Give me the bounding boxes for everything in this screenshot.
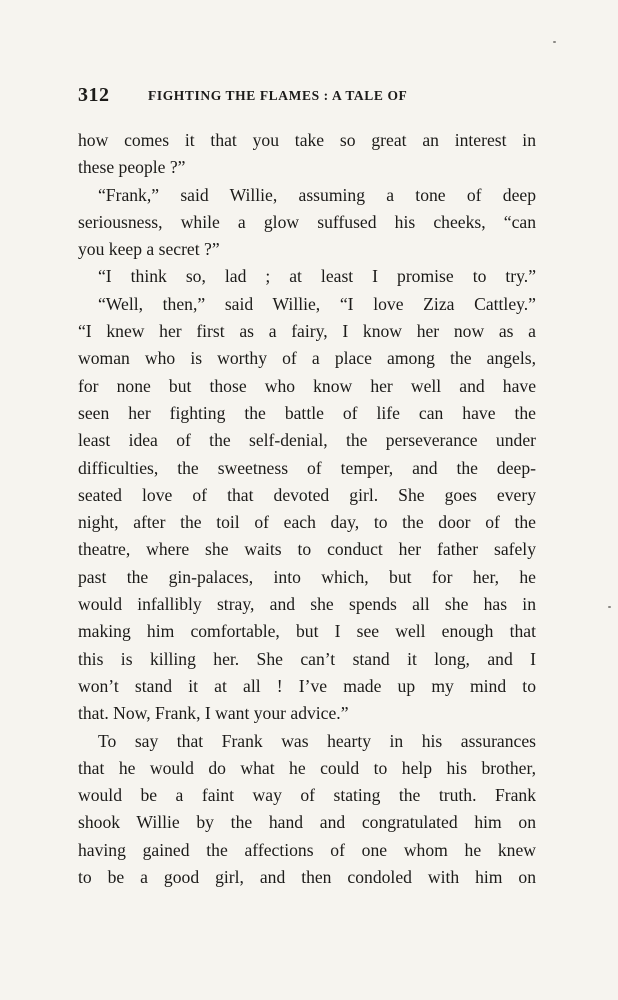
text-line: shook Willie by the hand and congratulated him on — [78, 812, 536, 833]
text-line: past the gin-palaces, into which, but for her, he — [78, 566, 536, 587]
body-text — [78, 127, 536, 891]
text-line: seen her fighting the battle of life can have the — [78, 402, 536, 423]
text-line: To say that Frank was hearty in his assurances — [98, 730, 536, 751]
text-line: difficulties, the sweetness of temper, and the deep- — [78, 457, 536, 478]
text-line: that. Now, Frank, I want your advice.” — [78, 703, 349, 724]
text-line: woman who is worthy of a place among the angels, — [78, 348, 536, 369]
text-line: would be a faint way of stating the truth. Frank — [78, 785, 536, 806]
text-line: seriousness, while a glow suffused his cheeks, “can — [78, 211, 536, 232]
text-line: would infallibly stray, and she spends all she has in — [78, 594, 536, 615]
text-line: these people ?” — [78, 157, 186, 178]
running-head: FIGHTING THE FLAMES : A TALE OF — [148, 88, 408, 103]
text-line: night, after the toil of each day, to the door of the — [78, 512, 536, 533]
text-line: this is killing her. She can’t stand it long, and I — [78, 648, 536, 669]
text-line: “I knew her first as a fairy, I know her now as a — [78, 321, 536, 342]
text-line: to be a good girl, and then condoled with him on — [78, 867, 536, 888]
text-line: that he would do what he could to help his brother, — [78, 757, 536, 778]
text-line: “I think so, lad ; at least I promise to try.” — [98, 266, 536, 287]
paper-speck — [553, 41, 556, 43]
page-number: 312 — [78, 84, 110, 106]
text-line: making him comfortable, but I see well enough that — [78, 621, 536, 642]
text-line: won’t stand it at all ! I’ve made up my mind to — [78, 675, 536, 696]
text-line: seated love of that devoted girl. She goes every — [78, 484, 536, 505]
text-line: for none but those who know her well and have — [78, 375, 536, 396]
text-line: theatre, where she waits to conduct her father safely — [78, 539, 536, 560]
text-line: having gained the affections of one whom he knew — [78, 839, 536, 860]
text-line: you keep a secret ?” — [78, 239, 220, 260]
page-header — [78, 84, 538, 110]
text-line: least idea of the self-denial, the perseverance under — [78, 430, 536, 451]
text-line: “Frank,” said Willie, assuming a tone of deep — [98, 184, 536, 205]
text-line: how comes it that you take so great an interest in — [78, 130, 536, 150]
paper-speck — [608, 606, 611, 608]
text-line: “Well, then,” said Willie, “I love Ziza Cattley.” — [98, 293, 536, 314]
